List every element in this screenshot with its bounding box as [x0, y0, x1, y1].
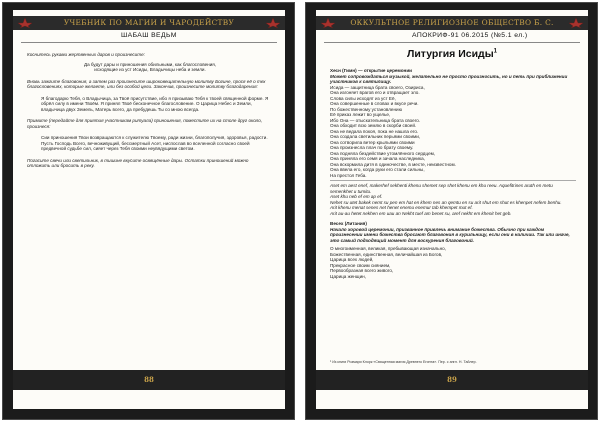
right-subheading: АПОКРИФ-91 06.2015 (№5.1 ел.) — [412, 32, 528, 39]
text-block: Сии приношения Твои возвращаются к служителю Твоему, ради жизни, благополучия, здоровья, радости. Пусть Господь Всего, вечноживущий, бессмертный Асет, ниспослав во вселенной согласно своей предвечной судьбе сил, сияет через Тебя своими неувядущими светом. — [41, 135, 268, 151]
text-block: Я благодарю Тебя, о Владычица, за Твоё присутствие, ибо я призываю Тебя к твоей священной форме. Я обрёл силу в имени Твоём. Я принял Твоё бесконечное благословение. О Царица Небес и Земли, владычица двух Земель, Матерь всего, да пребудешь Ты со мною всегда. — [41, 95, 269, 112]
divider — [330, 180, 576, 181]
transliteration: Arit au-au hetet nekhen em uau an Nekht tuef am benet su, aref nekht em khenit het geb. — [330, 210, 512, 216]
left-subheading: ШАБАШ ВЕДЬМ — [121, 32, 177, 39]
verse-line: Божественная, единственная, величайшая из Богов, — [330, 251, 443, 257]
left-body-text — [27, 52, 273, 169]
left-page — [13, 10, 285, 409]
verse-line: Она приняла его семя и зачала наследника, — [330, 156, 425, 161]
text-block: Начало хоровой церемонии, призванное привлечь внимание божества. Обычно при каждом произнесении имени божества бросают благовония в курильницу, если они в наличии. Так или иначе, это самый подходящий момент для воскурения благовоний. — [330, 226, 570, 243]
section-heading: Хесн (Гимн) — открытие церемонии — [330, 68, 412, 73]
verse-line: Ибо Она — отыскательница брата своего. — [330, 117, 421, 123]
verse-line: Исида — защитница брата своего, Озириса, — [330, 84, 425, 90]
right-header-banner — [316, 16, 588, 30]
text-block: Вновь зажгите благовония, а затем раз произнесите широковещательную молитву Богине, прося её о тех благословениях, которые желаете, или без особой цели. Закончив, произнесите молитву благодарения: — [27, 78, 266, 89]
left-footer-bar — [13, 370, 285, 390]
left-banner-title: УЧЕБНИК ПО МАГИИ И ЧАРОДЕЙСТВУ — [63, 18, 235, 27]
right-body-text — [330, 68, 576, 279]
verse-line: О многоименная, великая, пребывающая изначально, — [330, 246, 446, 251]
verse-line: Царица всех людей, — [330, 257, 374, 262]
verse-line: Она произнесла плач по брату своему. — [330, 145, 414, 150]
verse-line: Она обходит всю землю в скорби своей. — [330, 123, 417, 128]
verse-line: Она вскормила дитя в одиночестве, в месте, неизвестном. — [330, 161, 456, 167]
verse-line: Первообразная всего живого, — [330, 268, 394, 273]
verse-line: Царица женщин, — [330, 273, 366, 279]
transliteration: Arit khenu menat senes net henet enemu enemur tab khempet mut ef. — [330, 205, 473, 210]
pentagram-logo-icon — [16, 17, 34, 29]
footnote: ¹ Из книги Розмари Клорк «Священная магия Древнего Египта». Пер. с англ. Н. Тайлер. — [330, 360, 477, 364]
text-block: Примите (передайте для приятия участникам ритуала) приношения, поместите их на столе друг около, произнеся: — [27, 118, 263, 129]
left-subheading-rule — [21, 42, 277, 43]
verse-line: Прекрасное своим сиянием, — [330, 262, 391, 268]
verse-line: Она сотворила ветер крыльями своими — [330, 139, 415, 145]
right-page-frame — [305, 2, 598, 420]
transliteration: Nehet su utet bakek nemt su pen em hat en khem nes an qemtu en su arit shut em shut es khenpet nefem benhu. — [330, 199, 562, 205]
text-block: исходящие из уст Исиды, Владычицы неба и земли. — [94, 67, 206, 72]
verse-line: Она подняла бездействие утомлённого сердцем, — [330, 150, 436, 156]
text-block: Да будут дары и приношения обильными, как благословения, — [83, 61, 217, 67]
verse-line: Она не ведала покоя, пока не нашла его. — [330, 128, 419, 134]
right-subheading-rule — [324, 42, 580, 43]
left-page-number: 88 — [144, 375, 154, 384]
verse-line: На престол Геба. — [330, 172, 367, 178]
verse-line: Она создала светильник перьями своими, — [330, 134, 421, 139]
right-page-number: 89 — [447, 375, 457, 384]
left-page-frame — [2, 2, 295, 420]
right-page — [316, 10, 588, 409]
pentagram-logo-icon — [319, 17, 337, 29]
footnote-marker: 1 — [493, 48, 498, 55]
verse-line: Она совершенные в словах и вкусе речи. — [330, 101, 419, 106]
verse-line: Она ввела его, когда руки его стали сильны, — [330, 167, 425, 172]
pentagram-logo-icon-right — [567, 17, 585, 29]
transliteration: Aset em aest enef, makerhef sekhenti khenu shemet sep shet khenu em khu reeu. Aquefitrines aruth en metu semenkhet u tumitu. — [330, 183, 553, 194]
text-block: Может сопровождаться музыкой, желательно не просто произносить, но и петь при приближении участников к святилищу. — [330, 73, 568, 84]
text-block: Погасите свечи или светильник, в тишине вкусите освящённые дары. Остатки приношений можно отложить или бросить в реку. — [27, 157, 249, 168]
verse-line: По божественному установлению — [330, 106, 403, 112]
right-banner-title: ОККУЛЬТНОЕ РЕЛИГИОЗНОЕ ОБЩЕСТВО Б. С. — [350, 18, 554, 27]
right-footer-bar — [316, 370, 588, 390]
verse-line: Её приказ лежит во ущелье, — [330, 112, 391, 117]
pentagram-logo-icon-right — [264, 17, 282, 29]
verse-line: Она изгоняет врагов его и отвращает зло. — [330, 90, 420, 95]
verse-line: Слова силы исходят из уст Её, — [330, 95, 396, 101]
section-heading: Весех (Литания) — [330, 221, 367, 226]
left-header-banner — [13, 16, 285, 30]
page-title — [316, 48, 588, 60]
text-block: Коснитесь руками жертвенных даров и произнесите: — [27, 52, 145, 57]
page-title-text: Литургия Исиды — [406, 48, 494, 60]
transliteration: Aset khu neb ef em ap ef. — [330, 194, 383, 199]
